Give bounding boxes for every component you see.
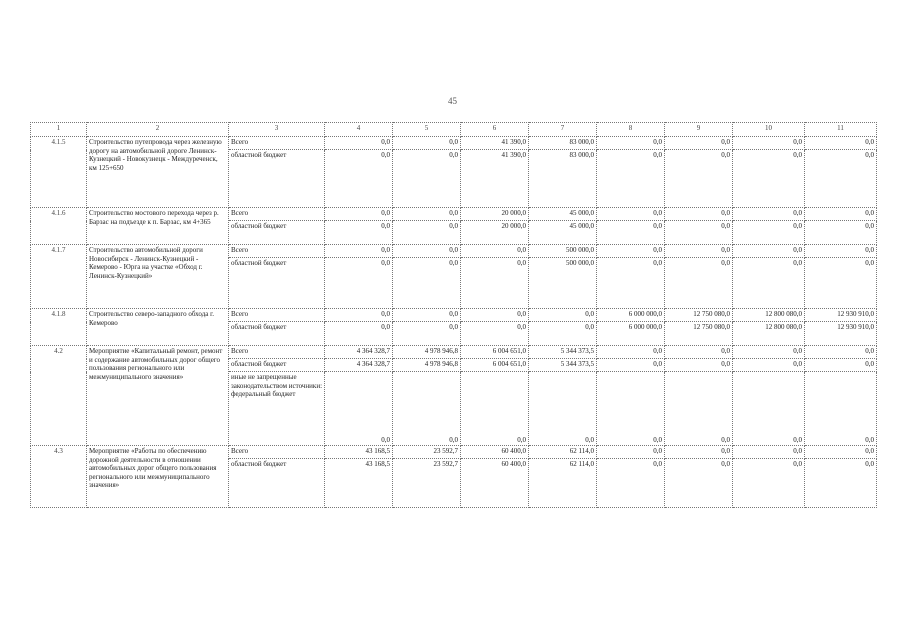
amount-cell: 0,0 <box>805 208 877 221</box>
column-header: 1 <box>31 123 87 137</box>
funding-source: Всего <box>229 245 325 258</box>
amount-cell: 60 400,0 <box>461 446 529 459</box>
amount-cell: 0,0 <box>597 150 665 208</box>
amount-cell: 0,0 <box>393 372 461 446</box>
amount-cell: 0,0 <box>325 208 393 221</box>
amount-cell: 6 000 000,0 <box>597 309 665 322</box>
amount-cell: 5 344 373,5 <box>529 359 597 372</box>
amount-cell: 0,0 <box>733 258 805 309</box>
column-header: 2 <box>87 123 229 137</box>
funding-source: областной бюджет <box>229 459 325 508</box>
column-header: 5 <box>393 123 461 137</box>
amount-cell: 0,0 <box>393 322 461 346</box>
amount-cell: 0,0 <box>665 258 733 309</box>
amount-cell: 0,0 <box>805 137 877 150</box>
amount-cell: 41 390,0 <box>461 150 529 208</box>
amount-cell: 0,0 <box>325 221 393 245</box>
amount-cell: 0,0 <box>665 459 733 508</box>
funding-source: Всего <box>229 208 325 221</box>
amount-cell: 0,0 <box>665 221 733 245</box>
amount-cell: 0,0 <box>733 346 805 359</box>
amount-cell: 0,0 <box>805 359 877 372</box>
funding-source: областной бюджет <box>229 258 325 309</box>
amount-cell: 0,0 <box>393 221 461 245</box>
funding-source: иные не запрещенные законодательством источники: федеральный бюджет <box>229 372 325 446</box>
amount-cell: 6 004 651,0 <box>461 346 529 359</box>
amount-cell: 0,0 <box>529 322 597 346</box>
amount-cell: 0,0 <box>461 322 529 346</box>
amount-cell: 43 168,5 <box>325 446 393 459</box>
amount-cell: 0,0 <box>325 258 393 309</box>
table-row <box>31 309 877 322</box>
amount-cell: 0,0 <box>393 258 461 309</box>
amount-cell: 45 000,0 <box>529 221 597 245</box>
column-header: 7 <box>529 123 597 137</box>
amount-cell: 0,0 <box>393 208 461 221</box>
amount-cell: 500 000,0 <box>529 258 597 309</box>
table-row <box>31 208 877 221</box>
funding-source: Всего <box>229 346 325 359</box>
amount-cell: 0,0 <box>665 208 733 221</box>
amount-cell: 0,0 <box>597 459 665 508</box>
amount-cell: 12 800 080,0 <box>733 322 805 346</box>
amount-cell: 0,0 <box>733 372 805 446</box>
amount-cell: 0,0 <box>597 359 665 372</box>
amount-cell: 0,0 <box>733 446 805 459</box>
amount-cell: 0,0 <box>805 245 877 258</box>
row-code: 4.2 <box>31 346 87 446</box>
amount-cell: 0,0 <box>733 150 805 208</box>
amount-cell: 0,0 <box>597 245 665 258</box>
amount-cell: 0,0 <box>805 459 877 508</box>
amount-cell: 0,0 <box>805 372 877 446</box>
amount-cell: 83 000,0 <box>529 137 597 150</box>
amount-cell: 0,0 <box>461 309 529 322</box>
amount-cell: 23 592,7 <box>393 446 461 459</box>
amount-cell: 20 000,0 <box>461 221 529 245</box>
amount-cell: 0,0 <box>733 137 805 150</box>
row-code: 4.1.7 <box>31 245 87 309</box>
amount-cell: 0,0 <box>665 137 733 150</box>
amount-cell: 6 004 651,0 <box>461 359 529 372</box>
amount-cell: 12 930 910,0 <box>805 309 877 322</box>
amount-cell: 500 000,0 <box>529 245 597 258</box>
amount-cell: 0,0 <box>529 309 597 322</box>
column-header: 11 <box>805 123 877 137</box>
amount-cell: 0,0 <box>665 359 733 372</box>
amount-cell: 12 930 910,0 <box>805 322 877 346</box>
table-body <box>31 137 877 508</box>
funding-source: Всего <box>229 137 325 150</box>
header-row <box>31 123 877 137</box>
page-number: 45 <box>448 96 457 106</box>
amount-cell: 4 978 946,8 <box>393 346 461 359</box>
table-row <box>31 245 877 258</box>
amount-cell: 0,0 <box>393 137 461 150</box>
amount-cell: 0,0 <box>597 372 665 446</box>
amount-cell: 6 000 000,0 <box>597 322 665 346</box>
amount-cell: 0,0 <box>393 309 461 322</box>
budget-table <box>30 122 877 508</box>
amount-cell: 0,0 <box>325 137 393 150</box>
amount-cell: 0,0 <box>665 346 733 359</box>
amount-cell: 0,0 <box>461 245 529 258</box>
amount-cell: 0,0 <box>325 322 393 346</box>
row-code: 4.1.6 <box>31 208 87 245</box>
column-header: 8 <box>597 123 665 137</box>
amount-cell: 0,0 <box>597 137 665 150</box>
amount-cell: 0,0 <box>325 372 393 446</box>
amount-cell: 20 000,0 <box>461 208 529 221</box>
amount-cell: 0,0 <box>805 221 877 245</box>
funding-source: Всего <box>229 446 325 459</box>
amount-cell: 0,0 <box>805 346 877 359</box>
amount-cell: 0,0 <box>597 221 665 245</box>
amount-cell: 83 000,0 <box>529 150 597 208</box>
amount-cell: 4 364 328,7 <box>325 346 393 359</box>
amount-cell: 0,0 <box>393 150 461 208</box>
table-row <box>31 346 877 359</box>
funding-source: Всего <box>229 309 325 322</box>
activity-name: Мероприятие «Капитальный ремонт, ремонт и содержание автомобильных дорог общего пользования регионального или межмуниципального значения» <box>87 346 229 446</box>
amount-cell: 12 750 080,0 <box>665 322 733 346</box>
column-header: 10 <box>733 123 805 137</box>
column-header: 4 <box>325 123 393 137</box>
amount-cell: 0,0 <box>597 208 665 221</box>
amount-cell: 0,0 <box>665 245 733 258</box>
amount-cell: 4 978 946,8 <box>393 359 461 372</box>
amount-cell: 0,0 <box>733 245 805 258</box>
amount-cell: 45 000,0 <box>529 208 597 221</box>
amount-cell: 12 750 080,0 <box>665 309 733 322</box>
amount-cell: 0,0 <box>805 258 877 309</box>
amount-cell: 0,0 <box>461 258 529 309</box>
column-header: 3 <box>229 123 325 137</box>
row-code: 4.3 <box>31 446 87 508</box>
amount-cell: 12 800 080,0 <box>733 309 805 322</box>
row-code: 4.1.8 <box>31 309 87 346</box>
amount-cell: 60 400,0 <box>461 459 529 508</box>
row-code: 4.1.5 <box>31 137 87 208</box>
amount-cell: 0,0 <box>733 208 805 221</box>
amount-cell: 43 168,5 <box>325 459 393 508</box>
amount-cell: 0,0 <box>597 258 665 309</box>
table-row <box>31 446 877 459</box>
activity-name: Строительство путепровода через железную дорогу на автомобильной дороге Ленинск-Кузнецкий - Новокузнецк - Междуреченск, км 125+650 <box>87 137 229 208</box>
funding-source: областной бюджет <box>229 221 325 245</box>
amount-cell: 0,0 <box>733 459 805 508</box>
amount-cell: 0,0 <box>461 372 529 446</box>
amount-cell: 0,0 <box>665 150 733 208</box>
amount-cell: 0,0 <box>325 309 393 322</box>
amount-cell: 23 592,7 <box>393 459 461 508</box>
amount-cell: 0,0 <box>597 346 665 359</box>
activity-name: Строительство автомобильной дороги Новосибирск - Ленинск-Кузнецкий - Кемерово - Юрга на участке «Обход г. Ленинск-Кузнецкий» <box>87 245 229 309</box>
amount-cell: 0,0 <box>597 446 665 459</box>
amount-cell: 0,0 <box>325 150 393 208</box>
amount-cell: 0,0 <box>665 372 733 446</box>
amount-cell: 62 114,0 <box>529 446 597 459</box>
amount-cell: 0,0 <box>805 150 877 208</box>
funding-source: областной бюджет <box>229 150 325 208</box>
amount-cell: 0,0 <box>393 245 461 258</box>
amount-cell: 0,0 <box>529 372 597 446</box>
amount-cell: 5 344 373,5 <box>529 346 597 359</box>
amount-cell: 0,0 <box>325 245 393 258</box>
amount-cell: 0,0 <box>665 446 733 459</box>
amount-cell: 4 364 328,7 <box>325 359 393 372</box>
column-header: 6 <box>461 123 529 137</box>
column-header: 9 <box>665 123 733 137</box>
amount-cell: 0,0 <box>733 359 805 372</box>
table-row <box>31 137 877 150</box>
funding-source: областной бюджет <box>229 322 325 346</box>
amount-cell: 62 114,0 <box>529 459 597 508</box>
activity-name: Мероприятие «Работы по обеспечению дорожной деятельности в отношении автомобильных дорог общего пользования регионального или межмуниципального значения» <box>87 446 229 508</box>
activity-name: Строительство мостового перехода через р. Барзас на подъезде к п. Барзас, км 4+365 <box>87 208 229 245</box>
amount-cell: 41 390,0 <box>461 137 529 150</box>
activity-name: Строительство северо-западного обхода г. Кемерово <box>87 309 229 346</box>
amount-cell: 0,0 <box>733 221 805 245</box>
funding-source: областной бюджет <box>229 359 325 372</box>
amount-cell: 0,0 <box>805 446 877 459</box>
